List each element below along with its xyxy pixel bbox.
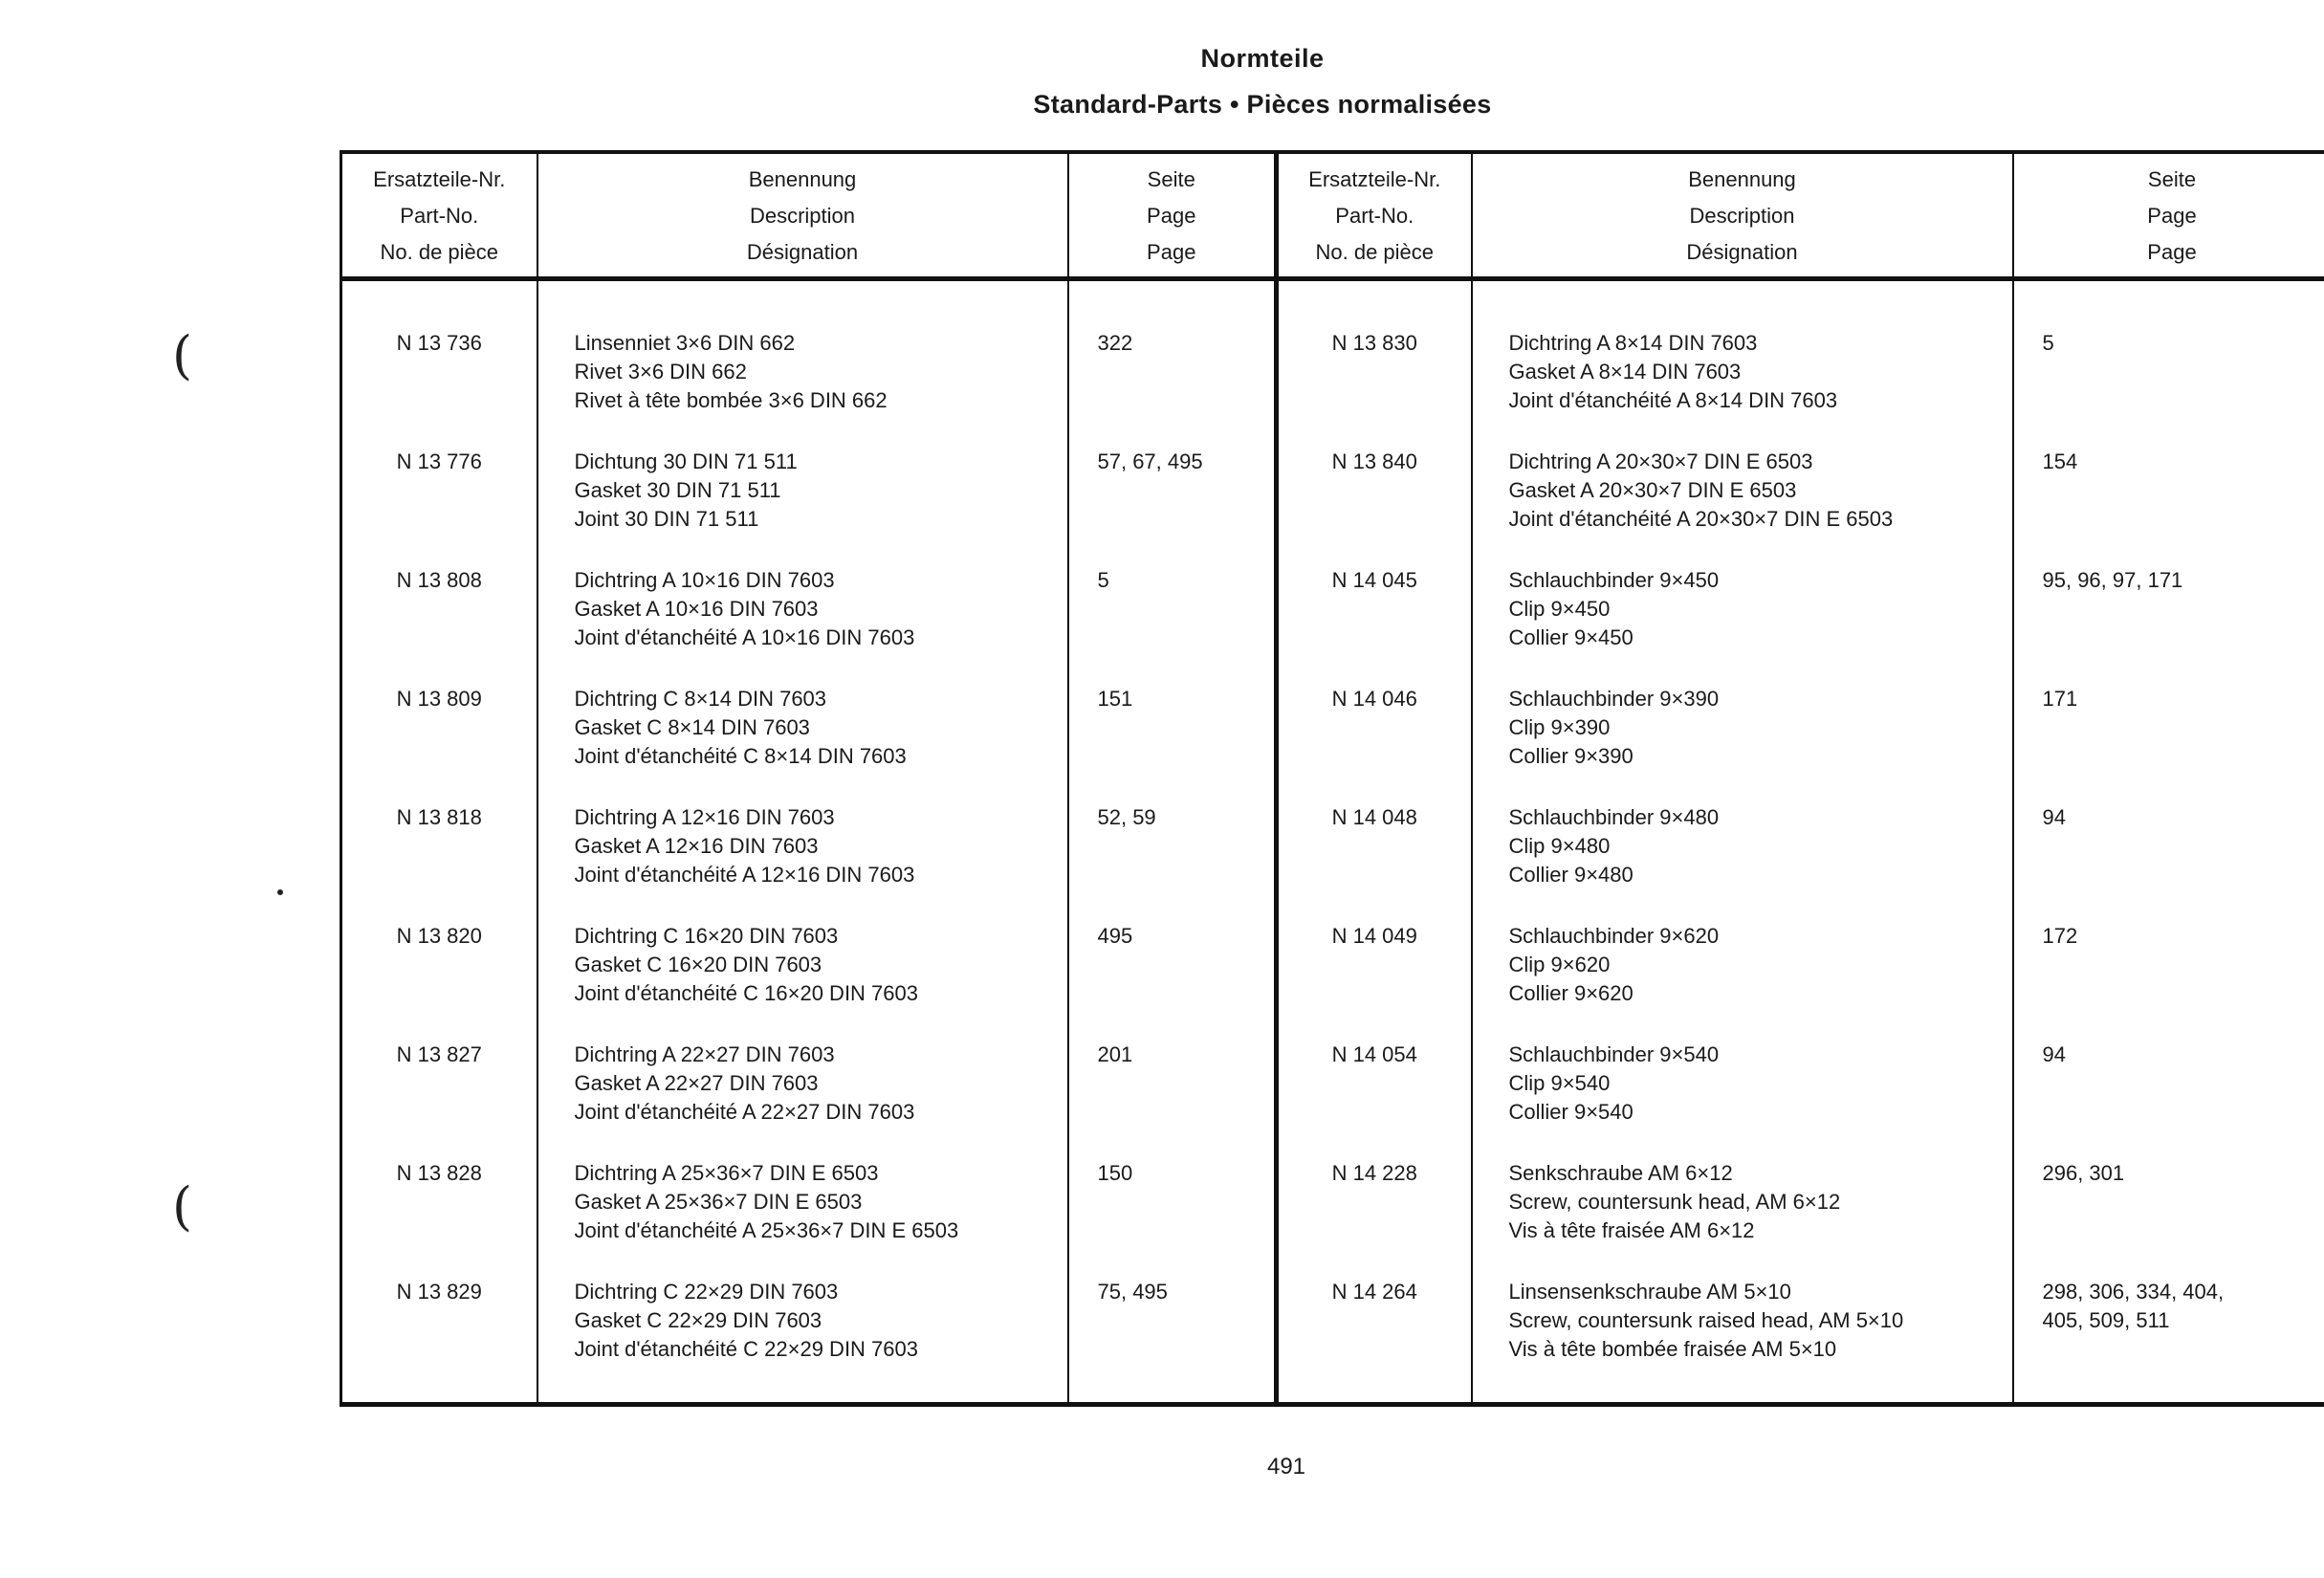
page-ref-cell [1068, 1041, 1277, 1159]
description-line: Collier 9×480 [1508, 863, 1633, 887]
description-line: Collier 9×540 [1508, 1100, 1633, 1124]
description-cell [1472, 922, 2013, 1041]
description-line: Joint d'étanchéité A 12×16 DIN 7603 [574, 863, 915, 887]
description-line: Gasket A 20×30×7 DIN E 6503 [1508, 478, 1797, 502]
part-number-cell [341, 329, 537, 448]
part-number: N 14 046 [1331, 687, 1417, 711]
table-header-row [341, 152, 2324, 279]
part-number: N 13 809 [396, 687, 482, 711]
part-number: N 13 830 [1331, 331, 1417, 355]
part-number: N 14 049 [1331, 924, 1417, 948]
table-row [341, 1278, 2324, 1405]
description-line: Joint d'étanchéité A 8×14 DIN 7603 [1508, 388, 1838, 412]
page-ref: 171 [2042, 687, 2078, 711]
description-line: Vis à tête bombée fraisée AM 5×10 [1508, 1337, 1837, 1361]
description-line: Joint d'étanchéité A 25×36×7 DIN E 6503 [574, 1218, 959, 1242]
margin-mark-top: ( [172, 325, 193, 385]
header-part-no-right: Ersatzteile-Nr. Part-No. No. de pièce [1277, 152, 1472, 279]
page-ref-cell [1068, 566, 1277, 685]
part-number: N 14 048 [1331, 805, 1417, 829]
part-number-cell [341, 448, 537, 566]
description-cell [537, 566, 1068, 685]
description-line: Linsensenkschraube AM 5×10 [1508, 1280, 1791, 1304]
description-line: Dichtring C 16×20 DIN 7603 [574, 924, 839, 948]
table-row [341, 803, 2324, 922]
page-ref-cell [2013, 1041, 2324, 1159]
description-line: Dichtring A 8×14 DIN 7603 [1508, 331, 1758, 355]
part-number: N 14 054 [1331, 1042, 1417, 1066]
part-number-cell [1277, 1278, 1472, 1405]
description-cell [1472, 329, 2013, 448]
table-row [341, 1041, 2324, 1159]
description-line: Gasket C 8×14 DIN 7603 [574, 715, 810, 739]
part-number: N 13 818 [396, 805, 482, 829]
part-number-cell [1277, 1159, 1472, 1278]
description-line: Dichtring A 22×27 DIN 7603 [574, 1042, 835, 1066]
part-number-cell [1277, 566, 1472, 685]
description-line: Clip 9×480 [1508, 834, 1611, 858]
table-spacer-row [341, 279, 2324, 330]
part-number-cell [341, 1159, 537, 1278]
description-line: Joint 30 DIN 71 511 [574, 507, 759, 531]
table-row [341, 685, 2324, 803]
part-number-cell [341, 1041, 537, 1159]
description-line: Joint d'étanchéité C 16×20 DIN 7603 [574, 981, 918, 1005]
description-line: Gasket A 25×36×7 DIN E 6503 [574, 1190, 863, 1214]
table-row [341, 448, 2324, 566]
page-ref-cell [2013, 1159, 2324, 1278]
page-ref-cell [2013, 448, 2324, 566]
table-row [341, 922, 2324, 1041]
page-ref-cell [1068, 448, 1277, 566]
part-number: N 14 264 [1331, 1280, 1417, 1304]
page-ref-cell [2013, 685, 2324, 803]
page-ref: 154 [2042, 449, 2078, 473]
description-cell [537, 1041, 1068, 1159]
description-line: Joint d'étanchéité C 8×14 DIN 7603 [574, 744, 907, 768]
part-number-cell [1277, 685, 1472, 803]
part-number-cell [1277, 922, 1472, 1041]
page-ref: 151 [1097, 687, 1133, 711]
part-number-cell [341, 803, 537, 922]
page-ref: 5 [1097, 568, 1109, 592]
description-line: Dichtring A 25×36×7 DIN E 6503 [574, 1161, 879, 1185]
description-cell [537, 448, 1068, 566]
description-line: Joint d'étanchéité A 22×27 DIN 7603 [574, 1100, 915, 1124]
page-ref: 322 [1097, 331, 1133, 355]
page-ref: 296, 301 [2042, 1161, 2125, 1185]
description-line: Gasket 30 DIN 71 511 [574, 478, 781, 502]
description-line: Schlauchbinder 9×620 [1508, 924, 1720, 948]
description-cell [1472, 1159, 2013, 1278]
description-line: Rivet à tête bombée 3×6 DIN 662 [574, 388, 888, 412]
page-title: Normteile [1200, 44, 1325, 73]
description-cell [1472, 1041, 2013, 1159]
margin-dot [277, 889, 283, 895]
page-ref: 75, 495 [1097, 1280, 1168, 1304]
description-line: Gasket A 12×16 DIN 7603 [574, 834, 819, 858]
page-ref-cell [1068, 685, 1277, 803]
description-line: Collier 9×390 [1508, 744, 1633, 768]
page-ref-cell [1068, 1159, 1277, 1278]
part-number: N 13 776 [396, 449, 482, 473]
page-ref: 94 [2042, 1042, 2066, 1066]
description-cell [537, 329, 1068, 448]
header-page-left: Seite Page Page [1068, 152, 1277, 279]
part-number-cell [341, 1278, 537, 1405]
description-line: Dichtring A 12×16 DIN 7603 [574, 805, 835, 829]
header-part-no-left: Ersatzteile-Nr. Part-No. No. de pièce [341, 152, 537, 279]
description-line: Rivet 3×6 DIN 662 [574, 360, 747, 384]
page-ref-cell [1068, 1278, 1277, 1405]
description-line: Gasket A 8×14 DIN 7603 [1508, 360, 1742, 384]
page-ref: 52, 59 [1097, 805, 1156, 829]
table-body [341, 279, 2324, 1405]
part-number: N 13 829 [396, 1280, 482, 1304]
part-number: N 13 840 [1331, 449, 1417, 473]
page-ref-cell [2013, 1278, 2324, 1405]
part-number: N 13 827 [396, 1042, 482, 1066]
description-line: Schlauchbinder 9×450 [1508, 568, 1720, 592]
description-line: Dichtring C 22×29 DIN 7603 [574, 1280, 839, 1304]
parts-table-wrapper [340, 150, 2324, 1432]
page-ref: 94 [2042, 805, 2066, 829]
page-ref: 57, 67, 495 [1097, 449, 1203, 473]
description-line: Schlauchbinder 9×480 [1508, 805, 1720, 829]
page-ref-cell [2013, 803, 2324, 922]
description-cell [1472, 1278, 2013, 1405]
page-ref: 201 [1097, 1042, 1133, 1066]
standard-parts-table [340, 150, 2324, 1407]
description-cell [537, 922, 1068, 1041]
description-cell [1472, 566, 2013, 685]
header-page-right: Seite Page Page [2013, 152, 2324, 279]
page-ref: 95, 96, 97, 171 [2042, 568, 2183, 592]
description-line: Clip 9×390 [1508, 715, 1611, 739]
page-ref-cell [1068, 803, 1277, 922]
part-number: N 13 736 [396, 331, 482, 355]
description-line: Linsenniet 3×6 DIN 662 [574, 331, 796, 355]
description-line: Dichtring A 10×16 DIN 7603 [574, 568, 835, 592]
page-ref: 495 [1097, 924, 1133, 948]
description-line: Gasket C 22×29 DIN 7603 [574, 1308, 822, 1332]
description-cell [537, 685, 1068, 803]
description-line: Clip 9×540 [1508, 1071, 1611, 1095]
description-line: Gasket C 16×20 DIN 7603 [574, 953, 822, 976]
description-line: Screw, countersunk head, AM 6×12 [1508, 1190, 1841, 1214]
page-ref: 150 [1097, 1161, 1133, 1185]
description-line: Vis à tête fraisée AM 6×12 [1508, 1218, 1755, 1242]
part-number: N 14 045 [1331, 568, 1417, 592]
description-line: Joint d'étanchéité A 20×30×7 DIN E 6503 [1508, 507, 1894, 531]
description-line: Schlauchbinder 9×390 [1508, 687, 1720, 711]
page-subtitle: Standard-Parts • Pièces normalisées [1033, 90, 1492, 119]
table-row [341, 329, 2324, 448]
part-number-cell [1277, 329, 1472, 448]
description-cell [537, 1278, 1068, 1405]
description-cell [1472, 803, 2013, 922]
part-number-cell [341, 922, 537, 1041]
header-description-right: Benennung Description Désignation [1472, 152, 2013, 279]
description-cell [1472, 448, 2013, 566]
part-number-cell [1277, 803, 1472, 922]
description-line: Clip 9×620 [1508, 953, 1611, 976]
page-ref-cell [2013, 922, 2324, 1041]
description-line: Dichtring C 8×14 DIN 7603 [574, 687, 827, 711]
page-ref: 5 [2042, 331, 2054, 355]
description-line: Schlauchbinder 9×540 [1508, 1042, 1720, 1066]
description-line: Clip 9×450 [1508, 597, 1611, 621]
page-ref: 298, 306, 334, 404, 405, 509, 511 [2042, 1280, 2225, 1332]
part-number-cell [1277, 1041, 1472, 1159]
description-line: Gasket A 22×27 DIN 7603 [574, 1071, 819, 1095]
description-line: Dichtring A 20×30×7 DIN E 6503 [1508, 449, 1813, 473]
page-ref-cell [1068, 329, 1277, 448]
description-line: Collier 9×620 [1508, 981, 1633, 1005]
page-ref-cell [1068, 922, 1277, 1041]
description-cell [1472, 685, 2013, 803]
description-line: Joint d'étanchéité A 10×16 DIN 7603 [574, 625, 915, 649]
margin-mark-bottom: ( [172, 1176, 193, 1237]
page-number: 491 [1266, 1454, 1306, 1479]
description-line: Screw, countersunk raised head, AM 5×10 [1508, 1308, 1904, 1332]
page-ref-cell [2013, 566, 2324, 685]
part-number-cell [1277, 448, 1472, 566]
page-ref: 172 [2042, 924, 2078, 948]
table-row [341, 1159, 2324, 1278]
part-number: N 13 828 [396, 1161, 482, 1185]
part-number-cell [341, 685, 537, 803]
header-description-left: Benennung Description Désignation [537, 152, 1068, 279]
part-number: N 13 820 [396, 924, 482, 948]
description-line: Gasket A 10×16 DIN 7603 [574, 597, 819, 621]
part-number-cell [341, 566, 537, 685]
part-number: N 14 228 [1331, 1161, 1417, 1185]
description-cell [537, 1159, 1068, 1278]
description-line: Joint d'étanchéité C 22×29 DIN 7603 [574, 1337, 918, 1361]
description-line: Dichtung 30 DIN 71 511 [574, 449, 798, 473]
description-line: Collier 9×450 [1508, 625, 1633, 649]
description-cell [537, 803, 1068, 922]
page-ref-cell [2013, 329, 2324, 448]
table-row [341, 566, 2324, 685]
part-number: N 13 808 [396, 568, 482, 592]
description-line: Senkschraube AM 6×12 [1508, 1161, 1733, 1185]
